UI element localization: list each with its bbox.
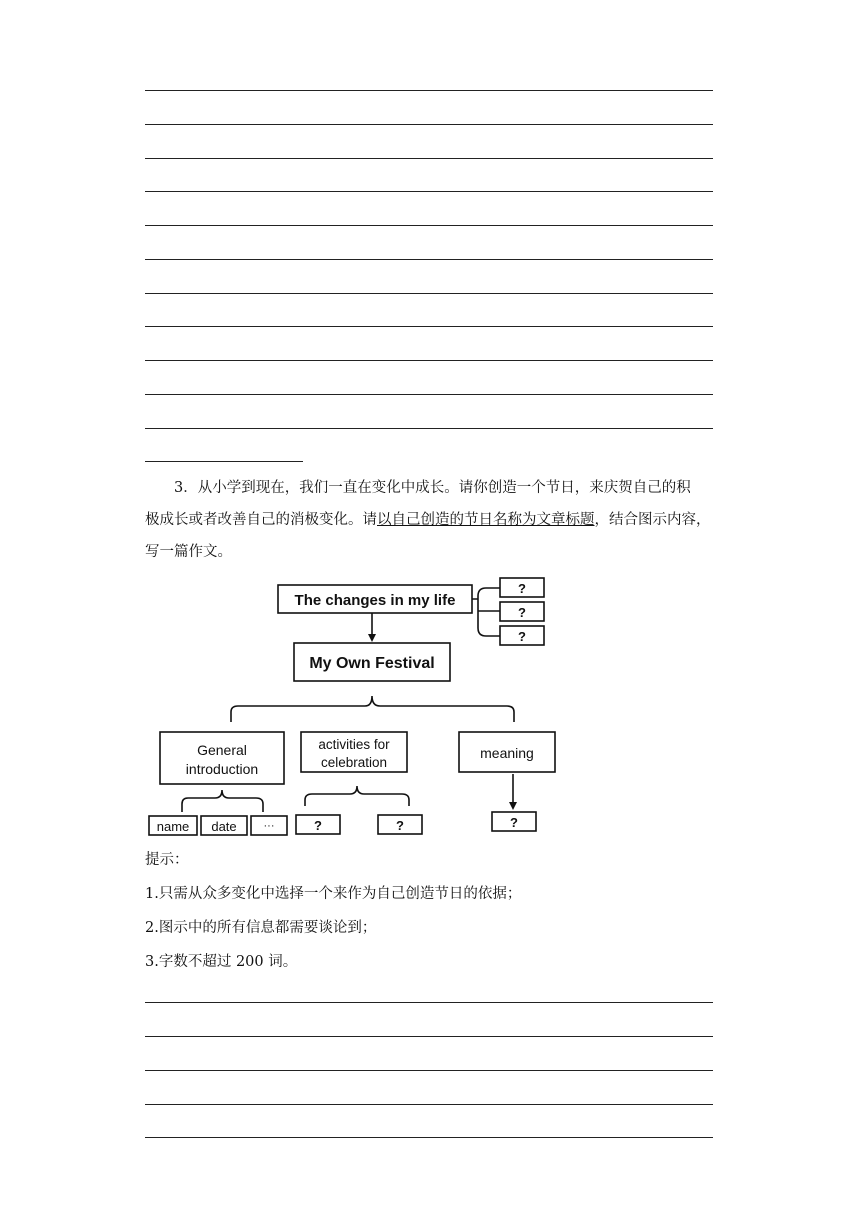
side-box-label: ?: [518, 629, 526, 644]
question-line-3: 写一篇作文。: [145, 544, 232, 560]
answer-line[interactable]: [145, 1002, 713, 1003]
hint-item-3: 3.字数不超过 200 词。: [145, 954, 298, 970]
leaf-label: ?: [396, 818, 404, 833]
answer-line[interactable]: [145, 1070, 713, 1071]
leaf-label: ···: [263, 820, 275, 832]
center-box-label: My Own Festival: [309, 655, 435, 672]
branch-label: celebration: [320, 755, 388, 770]
side-box-label: ?: [518, 605, 526, 620]
hint-item-2: 2.图示中的所有信息都需要谈论到；: [145, 920, 377, 936]
hints-label: 提示：: [145, 852, 189, 868]
title-requirement: 以自己创造的节日名称为文章标题: [377, 512, 595, 528]
branch-label: meaning: [480, 745, 534, 761]
answer-line[interactable]: [145, 1036, 713, 1037]
branch-label: General: [197, 742, 247, 758]
leaf-label: ?: [314, 818, 322, 833]
question-number: 3: [174, 480, 184, 496]
side-box-label: ?: [518, 581, 526, 596]
answer-line[interactable]: [145, 1137, 713, 1138]
leaf-label: ?: [510, 815, 518, 830]
branch-label: introduction: [185, 761, 259, 777]
arrow-head-icon: [509, 802, 517, 810]
leaf-label: date: [211, 819, 237, 834]
branch-label: activities for: [318, 737, 390, 752]
question-line-2: 极成长或者改善自己的消极变化。请以自己创造的节日名称为文章标题，结合图示内容，: [145, 512, 711, 528]
arrow-head-icon: [368, 634, 376, 642]
top-box-label: The changes in my life: [294, 592, 456, 609]
leaf-label: name: [156, 819, 190, 834]
hint-item-1: 1.只需从众多变化中选择一个来作为自己创造节日的依据；: [145, 886, 522, 902]
question-line-1: 3．从小学到现在，我们一直在变化中成长。请你创造一个节日，来庆贺自己的积: [174, 480, 691, 496]
answer-line[interactable]: [145, 1104, 713, 1105]
